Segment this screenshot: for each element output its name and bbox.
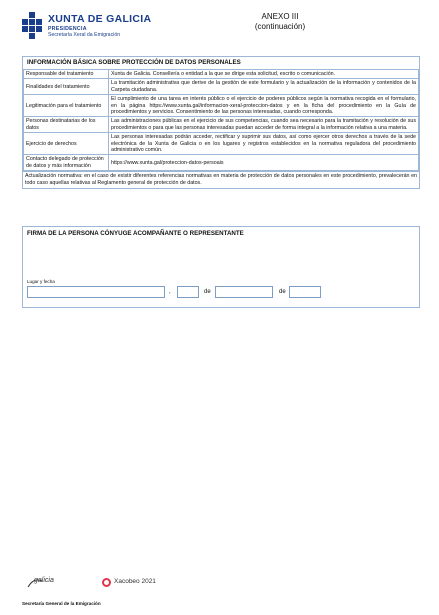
table-row bbox=[24, 133, 419, 155]
table-row bbox=[24, 95, 419, 117]
row-label: Finalidades del tratamiento bbox=[24, 79, 109, 95]
table-row bbox=[24, 155, 419, 171]
organization-name: XUNTA DE GALICIA bbox=[48, 13, 152, 25]
row-label: Ejercicio de derechos bbox=[24, 133, 109, 155]
row-value[interactable] bbox=[109, 155, 419, 171]
de-separator-1: de bbox=[204, 289, 211, 295]
signature-section bbox=[22, 226, 420, 308]
table-row bbox=[24, 117, 419, 133]
row-value: Las administraciones públicas en el ejercicio de sus competencias, cuando sea necesario para la tramitación y resolución de sus procedimientos o para que las personas interesadas puedan acceder de forma integral a la información relativa a una materia. bbox=[109, 117, 419, 133]
organization-department: PRESIDENCIA bbox=[48, 26, 87, 32]
data-protection-table bbox=[23, 69, 419, 171]
annex-title: ANEXO III bbox=[261, 12, 299, 21]
xacobeo-logo-icon bbox=[102, 578, 111, 587]
place-date-label: Lugar y fecha bbox=[27, 279, 55, 284]
contact-link[interactable]: https://www.xunta.gal/proteccion-datos-persoais bbox=[111, 159, 224, 166]
annex-subtitle: (continuación) bbox=[254, 22, 306, 31]
day-field[interactable] bbox=[177, 286, 199, 298]
row-label: Personas destinatarias de los datos bbox=[24, 117, 109, 133]
xacobeo-logo-text: Xacobeo 2021 bbox=[114, 578, 156, 585]
signature-title: FIRMA DE LA PERSONA CÓNYUGE ACOMPAÑANTE O REPRESENTANTE bbox=[27, 230, 244, 237]
organization-secretariat: Secretaría Xeral da Emigración bbox=[48, 32, 121, 38]
footer-logos bbox=[22, 575, 222, 595]
regulatory-update-note: Actualización normativa: en el caso de existir diferentes referencias normativas en materia de protección de datos personales en este procedimiento, prevalecerán en todo caso aquellas relativas al Reglamento general de protección de datos. bbox=[23, 171, 419, 188]
organization-block bbox=[48, 14, 151, 38]
xunta-logo-icon bbox=[22, 12, 42, 40]
de-separator-2: de bbox=[279, 289, 286, 295]
galicia-logo-text: galicia bbox=[34, 577, 54, 584]
footer-secretariat: Secretaría General de la Emigración bbox=[22, 601, 101, 606]
row-value: El cumplimiento de una tarea en interés público o el ejercicio de poderes públicos según la normativa recogida en el formulario, en la página https://www.xunta.gal/informacion-xeral-proteccion-datos y en la ficha del procedimiento en la Guía de procedimientos y servicios. Consentimiento de las personas interesadas, cuando corresponda. bbox=[109, 95, 419, 117]
document-header bbox=[22, 10, 422, 50]
place-field[interactable] bbox=[27, 286, 165, 298]
annex-heading bbox=[230, 12, 330, 32]
year-field[interactable] bbox=[289, 286, 321, 298]
row-label: Contacto delegado de protección de datos y más información bbox=[24, 155, 109, 171]
comma-separator: , bbox=[169, 289, 171, 295]
row-label: Legitimación para el tratamiento bbox=[24, 95, 109, 117]
row-value: Xunta de Galicia. Consellería o entidad a la que se dirige esta solicitud, escrito o comunicación. bbox=[109, 70, 419, 79]
table-row bbox=[24, 70, 419, 79]
row-value: Las personas interesadas podrán acceder, rectificar y suprimir sus datos, así como ejercer otros derechos a través de la sede electrónica de la Xunta de Galicia o en los lugares y registros establecidos en la normativa reguladora del procedimiento administrativo común. bbox=[109, 133, 419, 155]
table-row bbox=[24, 79, 419, 95]
month-field[interactable] bbox=[215, 286, 273, 298]
row-value: La tramitación administrativa que derive de la gestión de este formulario y la actualización de la información y contenidos de la Carpeta ciudadana. bbox=[109, 79, 419, 95]
data-protection-section bbox=[22, 56, 420, 189]
row-label: Responsable del tratamiento bbox=[24, 70, 109, 79]
data-protection-title: INFORMACIÓN BÁSICA SOBRE PROTECCIÓN DE DATOS PERSONALES bbox=[27, 59, 241, 66]
